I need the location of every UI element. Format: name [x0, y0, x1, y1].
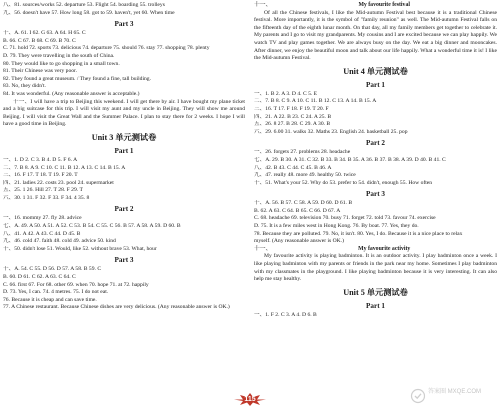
essay-prefix: 十一、 — [254, 2, 272, 8]
answer-line: 76. Because it is cheap and can save time. — [3, 296, 97, 303]
part-title: Part 1 — [114, 146, 134, 155]
answer-line: 四、21. A 22. B 23. C 24. A 25. B — [254, 113, 332, 120]
answer-line: 七、A. 49. A 50. A 51. A 52. C 53. B 54. C 55. C 56. B 57. A 58. A 59. D 60. B — [3, 223, 181, 230]
answer-line: 九、47. really 48. more 49. healthy 50. twice — [254, 172, 356, 179]
answer-line: 77. A Chinese restaurant. Because Chinese dishes are very delicious. (Any reasonable answer is OK.) — [3, 304, 230, 311]
answer-line: 一、1. F 2. C 3. A 4. D 6. B — [254, 311, 317, 318]
page-number: 115 — [244, 396, 256, 403]
answer-line: D. 79. They were travelling in the south of China. — [3, 52, 115, 59]
part-title: Part 3 — [114, 256, 134, 265]
answer-line: 八、41. A 42. A 43. C 44. D 45. B — [3, 230, 81, 237]
watermark-text: 答案圈 MXQE.COM — [428, 389, 482, 395]
answer-line: 六、29. 6.00 31. walks 32. Maths 23. English 24. basketball 25. pop — [254, 128, 408, 135]
answer-line: 三、16. F 17. T 18. T 19. F 20. T — [3, 172, 78, 179]
part-title: Part 3 — [114, 20, 134, 29]
answer-line: 五、25. 1 26. Hill 27. T 28. F 29. T — [3, 187, 83, 194]
essay-title: My favourite festival — [358, 2, 410, 8]
answer-line: C. 68. headache 69. television 70. busy 71. forget 72. told 73. favour 74. exercise — [254, 215, 436, 222]
part-title: Part 2 — [366, 139, 385, 148]
part-title: Part 3 — [366, 190, 385, 199]
watermark-icon — [410, 388, 426, 404]
part-title: Part 1 — [366, 80, 385, 89]
answer-line: 82. They found a great museum. / They found a fine, tall building. — [3, 75, 151, 82]
answer-line: 一、16. mommy 27. fly 28. advice — [3, 215, 82, 222]
essay-prefix: 十一、 — [13, 98, 31, 105]
answer-line: 81. Their Chinese was very poor. — [3, 68, 77, 75]
part-title: Part 1 — [366, 301, 385, 310]
answer-line: 二、7. B 8. A 9. C 10. C 11. B 12. A 13. C 14. B 15. A — [3, 164, 126, 171]
unit-title: Unit 5 单元测试卷 — [343, 287, 408, 297]
answer-line: B. 62. A 63. C 64. B 65. C 66. D 67. A — [254, 207, 341, 214]
essay-text: I will have a trip to Beijing this weekend. I will get there by air. I have bought my plane ticket and a big suitcase for this trip. I will visit my aunt and my uncle in Beijing. They will show me around Beijing. I will visit the Great Wall and the Summer Palace. I plan to stay there for 2 weeks. I hope I will have a good time in Beijing. — [3, 98, 245, 128]
answer-line: 83. No, they didn't. — [3, 83, 46, 90]
answer-line: 十、A. 54. C 55. D 56. D 57. A 58. B 59. C — [3, 266, 102, 273]
right-column — [254, 2, 497, 319]
answer-line: 五、26. 8 27. B 28. C 29. A 30. B — [254, 121, 331, 128]
answer-line: 九、46. cold 47. faith 48. cold 49. advice 50. kind — [3, 238, 116, 245]
essay-heading — [254, 246, 497, 254]
essay-prefix: 十一、 — [254, 245, 272, 252]
essay-heading — [254, 2, 497, 10]
answer-line: 三、16. T 17. F 18. F 19. T 20. F — [254, 105, 329, 112]
answer-line: 78. Because they are polluted. 79. No, it isn't. 80. Yes, I do. Because it is a nice place to relax — [254, 230, 463, 237]
answer-line: B. 66. C 67. B 68. C 69. B 70. C — [3, 37, 76, 44]
answer-line: 十、50. didn't lose 51. Would, like 52. without brave 53. What, hour — [3, 245, 157, 252]
answer-line: 十、51. What's your 52. Why do 53. prefer to 54. didn't, enough 55. How often — [254, 179, 433, 186]
answer-line: 七、A. 29. B 30. A 31. C 32. B 33. B 34. B 35. A 36. B 37. B 38. A 39. D 40. B 41. C — [254, 156, 446, 163]
answer-line: C. 71. hold 72. sports 73. delicious 74. departure 75. should 76. stay 77. shopping 78. plenty — [3, 45, 210, 52]
essay-text: Of all the Chinese festivals, I like the Mid-autumn Festival best because it is a traditional Chinese festival. More importantly, it is the symbol of "family reunion" as well. The Mid-autumn Festival falls on the fifteenth day of the eighth lunar month. On that day, all my family members get together to celebrate it. My parents and I go to visit my grandparents. My cousins and I are excited because we can play happily. We watch TV and play games together. We are always busy on the day. We eat a big dinner and mooncakes. After dinner, we enjoy the beautiful moon and talk about our life happily. What a wonderful time it is! I like the Mid-autumn Festival. — [254, 9, 497, 62]
answer-line: 十、A. 56. B 57. C 58. A 59. D 60. D 61. B — [254, 200, 353, 207]
answer-line: 84. It was wonderful. (Any reasonable answer is acceptable.) — [3, 90, 140, 97]
watermark-logo — [410, 388, 498, 406]
answer-line: 一、1. D 2. C 3. B 4. D 5. F 6. A — [3, 156, 78, 163]
essay-answer — [3, 99, 245, 129]
part-title: Part 2 — [114, 205, 134, 214]
answer-line: 十、A. 61. I 62. G 63. A 64. H 65. C — [3, 30, 86, 37]
answer-line: 六、30. 1 31. F 32. F 33. F 34. 4 35. 8 — [3, 194, 90, 201]
answer-line: C. 66. first 67. For 68. other 69. when 70. hope 71. at 72. happily — [3, 281, 149, 288]
essay-title: My favourite activity — [358, 245, 411, 252]
answer-line: 四、21. ladies 22. costs 23. pool 24. supermarket — [3, 179, 114, 186]
answer-line: 二、7. B 8. C 9. A 10. C 11. B 12. C 13. A 14. B 15. A — [254, 98, 377, 105]
unit-title: Unit 3 单元测试卷 — [91, 132, 157, 142]
answer-line: 一、26. forgets 27. problems 28. headache — [254, 149, 351, 156]
essay-text: My favourite activity is playing badminton. It is an outdoor activity. I play badminton once a week. I like playing badminton with my parents or friends in the park near my home. Sometimes I play badminton with my classmates in the playground. I like playing badminton because it is very interesting. It can also help me stay healthy. — [254, 253, 497, 283]
answer-line: B. 60. D 61. C 62. A 63. C 64. C — [3, 274, 76, 281]
page-number-badge — [232, 393, 268, 406]
answer-line: D. 75. It is a few miles west in Hong Kong. 76. By boat. 77. Yes, they do. — [254, 223, 419, 230]
answer-line: 八、42. B 43. C 44. C 45. B 46. A — [254, 164, 332, 171]
answer-line: 八、81. sources/works 52. departure 53. Flight 54. boarding 55. trolleys — [3, 2, 165, 8]
answer-line: myself. (Any reasonable answer is OK.) — [254, 238, 344, 245]
unit-title: Unit 4 单元测试卷 — [343, 66, 408, 76]
answer-line: 一、1. B 2. A 3. D 4. C 5. E — [254, 90, 318, 97]
answer-line: D. 73. Yes, I can. 74. 4 metres. 75. I do not eat. — [3, 289, 109, 296]
left-column — [3, 2, 245, 312]
answer-line: 80. They would like to go shopping in a small town. — [3, 60, 120, 67]
answer-line: 九、56. doesn't have 57. How long 58. got to 59. haven't, yet 60. When time — [3, 9, 175, 16]
